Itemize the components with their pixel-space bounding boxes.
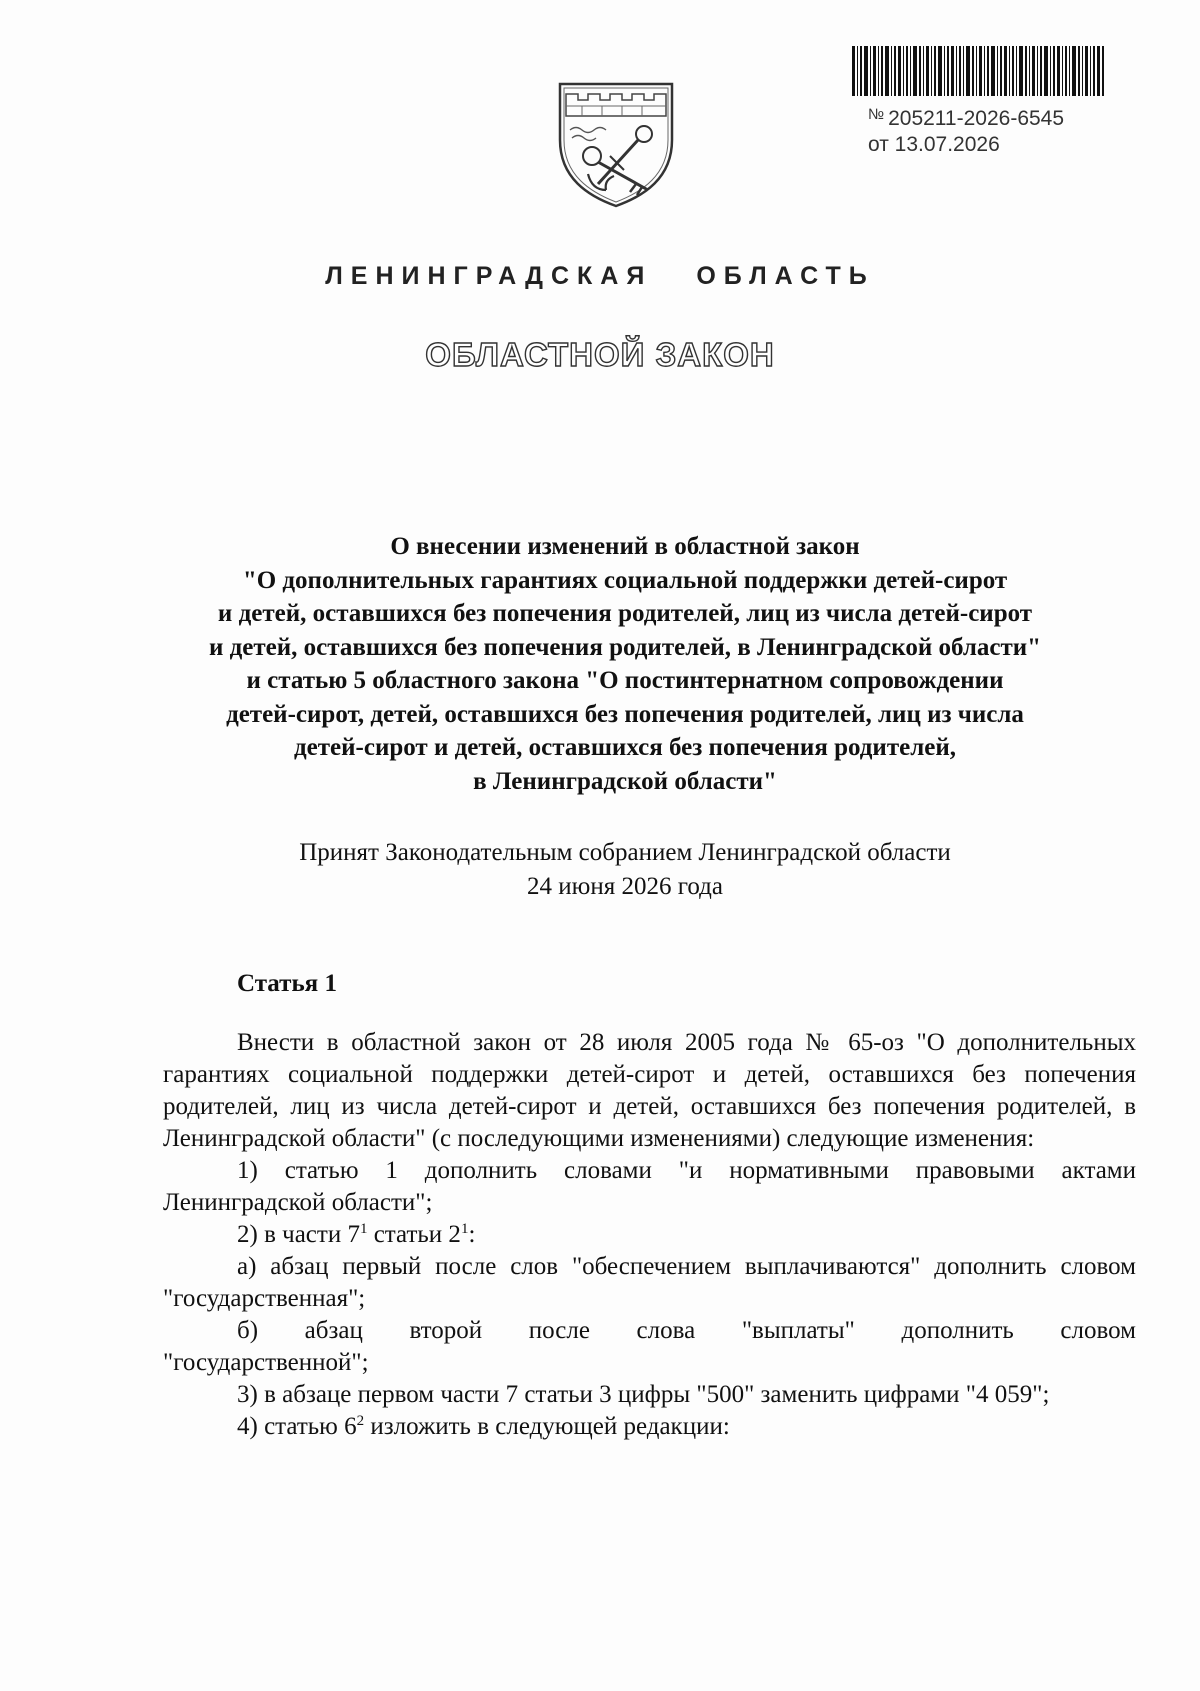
title-line: детей-сирот и детей, оставшихся без попечения родителей, (294, 734, 956, 761)
region-heading (0, 262, 1200, 291)
item-2-superscript: 1 (460, 1221, 469, 1237)
region-word-1: ЛЕНИНГРАДСКАЯ (325, 262, 653, 290)
title-line: и детей, оставшихся без попечения родителей, в Ленинградской области" (208, 633, 1042, 661)
item-2b-line2: "государственной"; (163, 1349, 369, 1376)
item-2 (163, 1219, 1136, 1251)
article-heading: Статья 1 (237, 970, 337, 997)
item-4-text: изложить в следующей редакции: (364, 1413, 730, 1440)
adoption-note (0, 836, 1200, 904)
title-line: и детей, оставшихся без попечения родителей, лиц из числа детей-сирот (217, 600, 1033, 627)
title-line: в Ленинградской области" (473, 767, 777, 795)
item-3: 3) в абзаце первом части 7 статьи 3 цифры "500" заменить цифрами "4 059"; (237, 1381, 1050, 1408)
adoption-body: Принят Законодательным собранием Ленинградской области (299, 839, 951, 866)
item-4 (163, 1411, 1136, 1443)
adoption-date: 24 июня 2026 года (527, 873, 723, 900)
registration-number (868, 102, 1064, 132)
title-line: О внесении изменений в областной закон (390, 533, 860, 560)
registration-date: от 13.07.2026 (868, 133, 1000, 156)
law-title (0, 530, 1200, 798)
number-sign: № (868, 106, 885, 123)
article-body (163, 1027, 1136, 1443)
item-2a: а) абзац первый после слов "обеспечением выплачиваются" дополнить словом "государственная"; (163, 1253, 1136, 1312)
region-word-2: ОБЛАСТЬ (696, 262, 875, 290)
registration-block (868, 102, 1064, 158)
item-2-text: статьи 2 (367, 1221, 461, 1248)
title-line: детей-сирот, детей, оставшихся без попечения родителей, лиц из числа (226, 700, 1024, 728)
document-type-heading: ОБЛАСТНОЙ ЗАКОН (425, 336, 775, 373)
item-2-superscript: 1 (359, 1221, 368, 1237)
title-line: и статью 5 областного закона "О постинтернатном сопровождении (246, 667, 1004, 694)
title-line: "О дополнительных гарантиях социальной поддержки детей-сирот (242, 566, 1008, 594)
item-4-text: 4) статью 6 (237, 1413, 357, 1440)
item-1: 1) статью 1 дополнить словами "и нормативными правовыми актами Ленинградской области"; (163, 1157, 1136, 1216)
barcode (852, 46, 1104, 96)
item-4-superscript: 2 (356, 1413, 365, 1429)
registration-number-value: 205211-2026-6545 (888, 107, 1065, 130)
coat-of-arms-emblem (552, 78, 680, 210)
item-2-text: 2) в части 7 (237, 1221, 360, 1248)
item-2b-line1: б) абзац второй после слова "выплаты" дополнить словом (237, 1317, 1136, 1344)
article-intro: Внести в областной закон от 28 июля 2005 года № 65-оз "О дополнительных гарантиях социальной поддержки детей-сирот и детей, оставшихся без попечения родителей, лиц из числа детей-сирот и детей, оставшихся без попечения родителей, в Ленинградской области" (с последующими изменениями) следующие изменения: (163, 1029, 1136, 1152)
item-2-text: : (468, 1221, 476, 1248)
